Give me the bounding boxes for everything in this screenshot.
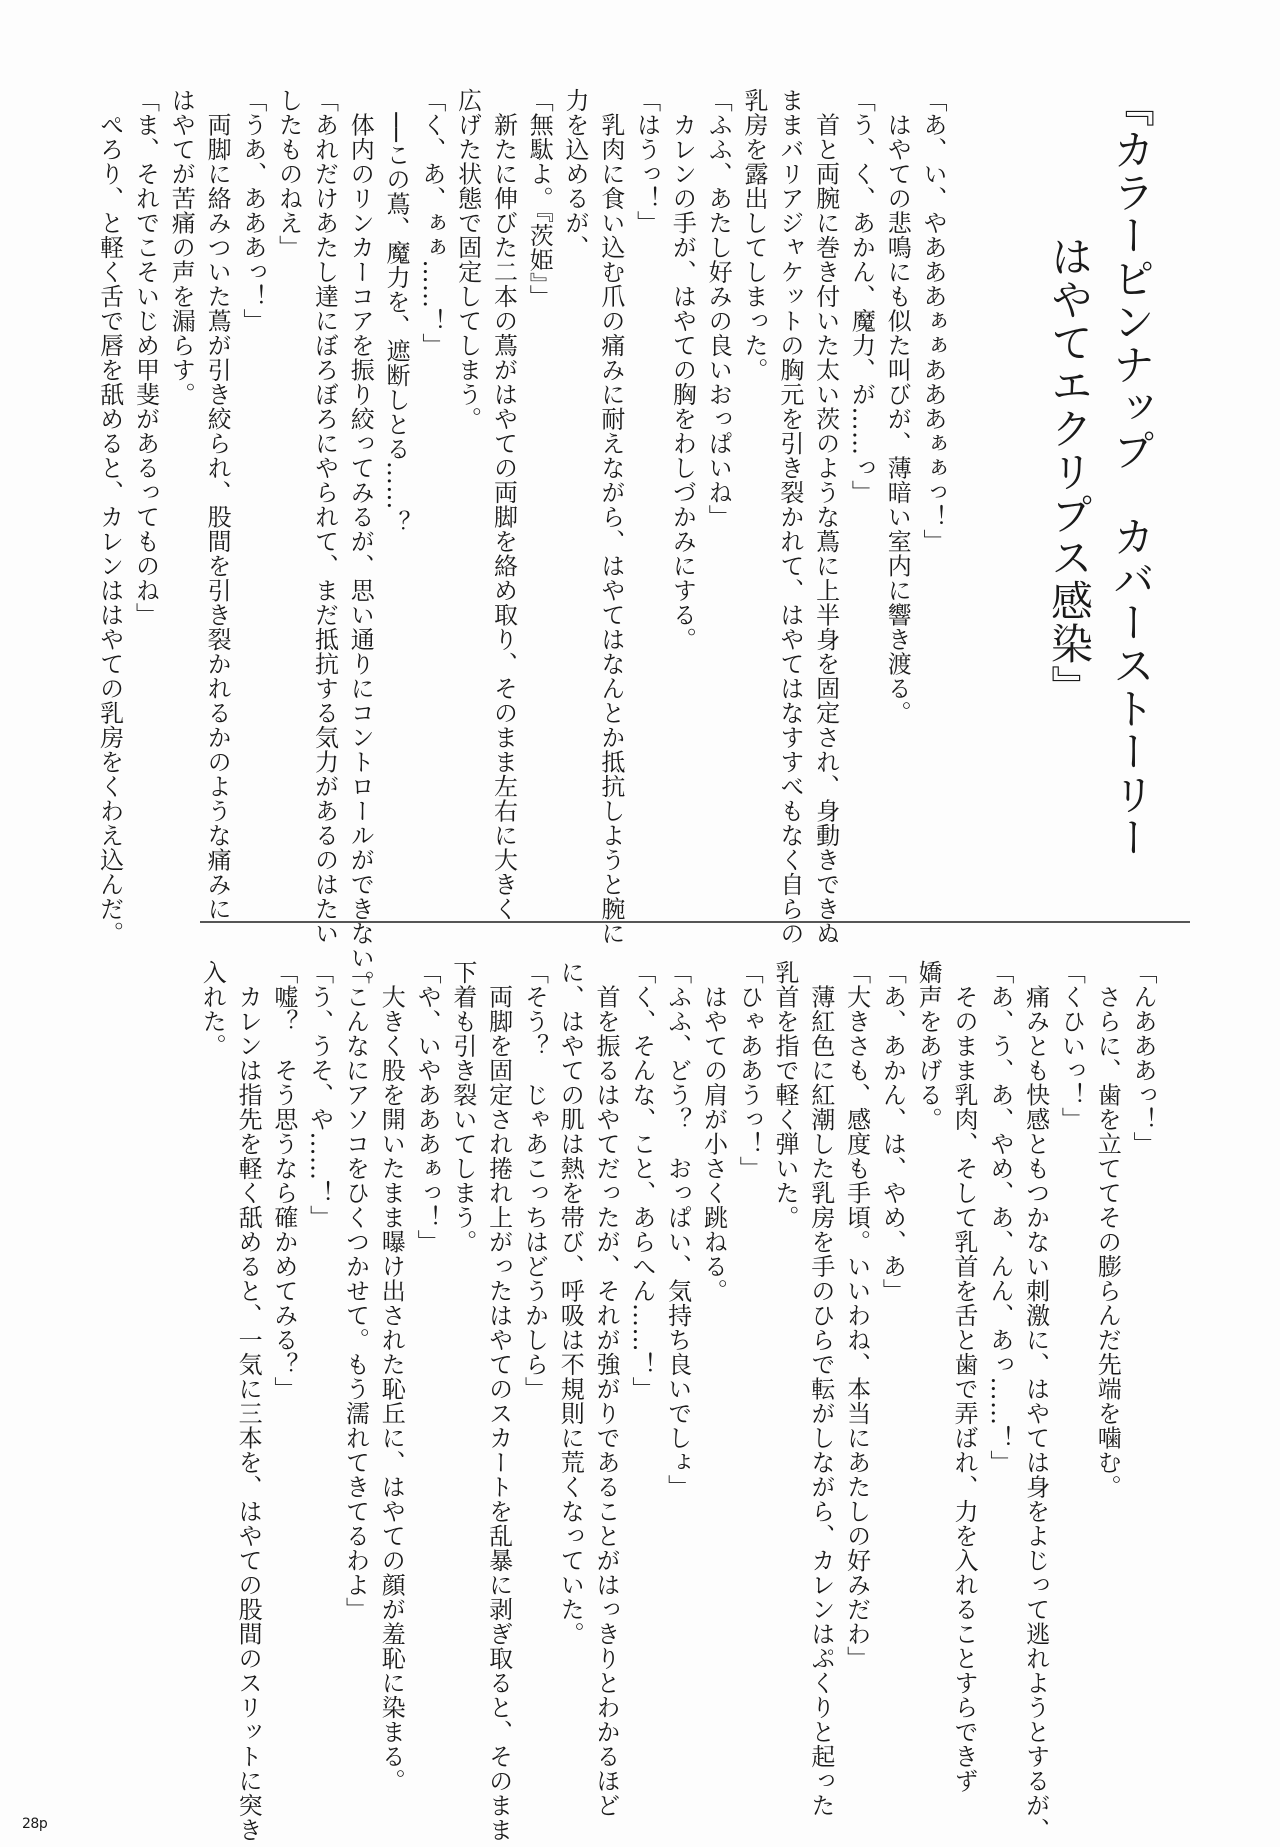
text-line: 大きく股を開いたまま曝け出された恥丘に、はやての顔が羞恥に染まる。 [377,960,406,1793]
text-line: 「ひゃああうっ！」 [735,960,764,1181]
text-line: 嬌声をあげる。 [914,960,943,1132]
text-line: 両脚に絡みついた蔦が引き絞られ、股間を引き裂かれるかのような痛みに [203,88,232,921]
bottom-text-block [193,960,1160,1842]
text-line: 薄紅色に紅潮した乳房を手のひらで転がしながら、カレンはぷくりと起った [806,960,835,1818]
text-line: ──この蔦、魔力を、遮断しとる……？ [382,88,411,535]
text-line: 乳首を指で軽く弾いた。 [771,960,800,1230]
text-line: 「く、あ、ぁぁ……！」 [417,88,446,358]
text-line: はやてが苦痛の声を漏らす。 [167,88,196,407]
text-line: 両脚を固定され捲れ上がったはやてのスカートを乱暴に剥ぎ取ると、そのまま [484,960,513,1842]
text-line: はやての肩が小さく跳ねる。 [699,960,728,1303]
text-line: 乳房を露出してしまった。 [740,88,769,382]
text-line: カレンの手が、はやての胸をわしづかみにする。 [668,88,697,652]
text-line: さらに、歯を立ててその膨らんだ先端を噛む。 [1093,960,1122,1499]
text-line: 乳肉に食い込む爪の痛みに耐えながら、はやてはなんとか抵抗しようと腕に [596,88,625,946]
text-line: ままバリアジャケットの胸元を引き裂かれて、はやてはなすすべもなく自らの [775,88,804,946]
text-line: 「はうっ！」 [632,88,661,235]
text-line: 「ま、それでこそいじめ甲斐があるってものね」 [131,88,160,627]
text-line: 新たに伸びた二本の蔦がはやての両脚を絡め取り、そのまま左右に大きく [489,88,518,921]
text-line: 痛みとも快感ともつかない刺激に、はやては身をよじって逃れようとするが、 [1021,960,1050,1842]
text-line: 「あ、あかん、は、やめ、あ」 [878,960,907,1303]
title-line-2: はやてエクリプス感染』 [1045,235,1094,708]
text-line: 「うあ、あああっ！」 [238,88,267,333]
text-line: 広げた状態で固定してしまう。 [453,88,482,431]
text-line: 「あ、い、やあああぁぁあああぁぁっ！」 [919,88,947,554]
text-line: カレンは指先を軽く舐めると、一気に三本を、はやての股間のスリットに突き [234,960,263,1842]
text-line: 「んあああっ！」 [1129,960,1157,1156]
text-line: 「う、うそ、や……！」 [305,960,334,1230]
top-text-block [91,88,950,995]
text-line: 「ふふ、どう？ おっぱい、気持ち良いでしょ」 [663,960,692,1499]
page-number: 28p [22,1816,48,1832]
story-title [1038,85,1162,905]
text-line: 「そう？ じゃあこっちはどうかしら」 [520,960,549,1401]
text-line: 「や、いやあああぁっ！」 [413,960,442,1254]
text-line: 体内のリンカーコアを振り絞ってみるが、思い通りにコントロールができない。 [346,88,375,995]
text-line: 「く、そんな、こと、あらへん……！」 [627,960,656,1401]
text-line: 「こんなにアソコをひくつかせて。もう濡れてきてるわよ」 [341,960,370,1622]
text-line: はやての悲鳴にも似た叫びが、薄暗い室内に響き渡る。 [883,88,912,725]
text-line: 首と両腕に巻き付いた太い茨のような蔦に上半身を固定され、身動きできぬ [811,88,840,946]
text-line: 「大きさも、感度も手頃。いいわね、本当にあたしの好みだわ」 [842,960,871,1671]
text-line: 「ふふ、あたし好みの良いおっぱいね」 [704,88,733,529]
text-line: 入れた。 [198,960,227,1058]
text-line: 下着も引き裂いてしまう。 [448,960,477,1254]
text-line: そのまま乳肉、そして乳首を舌と歯で弄ばれ、力を入れることすらできず [950,960,979,1793]
text-line: 「無駄よ。『茨姫』」 [525,88,554,309]
text-line: ぺろり、と軽く舌で唇を舐めると、カレンははやての乳房をくわえ込んだ。 [95,88,124,946]
text-line: 首を振るはやてだったが、それが強がりであることがはっきりとわかるほど [592,960,621,1818]
section-divider [200,921,1190,923]
text-line: したものねえ」 [274,88,303,260]
text-line: 力を込めるが、 [561,88,590,260]
text-line: に、はやての肌は熱を帯び、呼吸は不規則に荒くなっていた。 [556,960,585,1646]
text-line: 「あ、う、あ、やめ、あ、んん、あっ……！」 [985,960,1014,1475]
text-line: 「嘘？ そう思うなら確かめてみる？」 [269,960,298,1401]
text-line: 「あれだけあたし達にぼろぼろにやられて、まだ抵抗する気力があるのはたい [310,88,339,946]
text-line: 「う、く、あかん、魔力、が……っ」 [847,88,876,505]
text-line: 「くひいっ！」 [1057,960,1086,1132]
title-line-1: 『カラーピンナップ カバーストーリー [1107,85,1156,859]
